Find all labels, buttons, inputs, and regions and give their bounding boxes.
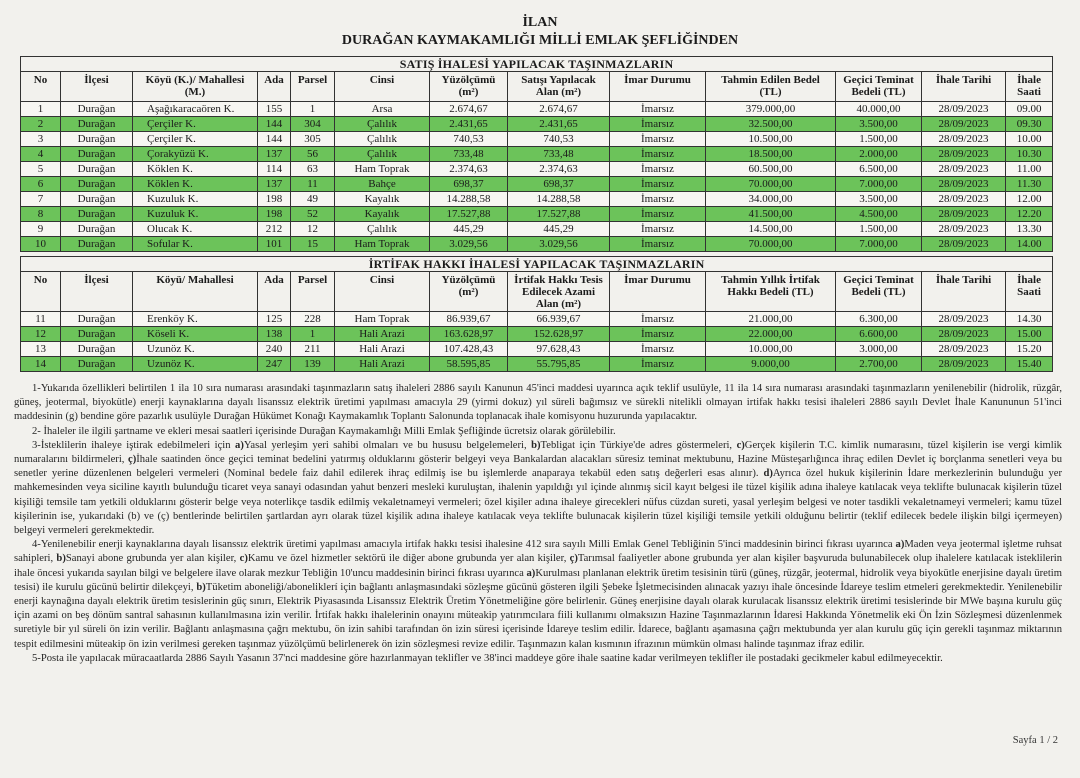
table-cell: Durağan (61, 237, 133, 252)
table-cell: Durağan (61, 357, 133, 372)
col-header: Satışı Yapılacak Alan (m²) (508, 72, 610, 102)
table-row (21, 162, 1053, 177)
p3-a-label: a) (235, 439, 244, 451)
table-row (21, 237, 1053, 252)
table-cell: 52 (291, 207, 335, 222)
table-cell: Çalılık (335, 222, 430, 237)
table-cell: 14.00 (1006, 237, 1053, 252)
table-cell: 11.00 (1006, 162, 1053, 177)
table-cell: Kuzuluk K. (133, 192, 258, 207)
table-cell: 14.30 (1006, 312, 1053, 327)
table-cell: Durağan (61, 207, 133, 222)
table-cell: Ham Toprak (335, 312, 430, 327)
table-cell: İmarsız (610, 312, 706, 327)
p3-c: Gerçek kişilerin T.C. kimlik numarasını, tüzel kişilerin ise vergi kimlik numaralarını bildirmeleri, (14, 439, 1062, 466)
table-cell: 12.20 (1006, 207, 1053, 222)
table-cell: 212 (258, 222, 291, 237)
table-cell: 138 (258, 327, 291, 342)
table-cell: 1 (291, 327, 335, 342)
lease-section-row (21, 257, 1053, 272)
col-header: Parsel (291, 72, 335, 102)
lease-table (20, 256, 1053, 372)
lease-header-row (21, 272, 1053, 312)
p4-2b: Tüketim aboneliği/aboneliklerí için bağlantı anlaşmasındaki sözleşme gücünü gösteren ilgili Şebeke İşletmecisinden alınacak yazıyı ihale öncesinde İdareye teslim etmeleri gerekmektedir. Yenilenebilir enerji kaynağına dayalı elektrik üretim tesislerinin güç sınırı, Elektrik Piyasasında Lisanssız Elektrik Üretim Yönetmeliğine göre belirlenir. Güneş enerjisine dayalı olarak kurulacak lisanssız elektrik üretimi tesislerinde bir MWe başına kurulu güç için azami on beş dönüm santral sahasının kullanılmasına izin verilir. İrtifak hakkı ihalelerinin onayını müteakip yatırımcılara fiili kullanımı olmaksızın Hazine Taşınmazlarının İdaresi Hakkında Yönetmelik eki Ön İzin Sözleşmesi düzenlenmek suretiyle bir yıl süreli ön izin verilir. Bağlantı anlaşmasına çağrı mektubu, ön izin sahibi tarafından ön izin süresi içerisinde İdareye teslim edilir. İdarece, bağlantı aşamasına çağrı mektubunda yer alan kurulu güç için gerekli taşınmaz miktarının tespit edilmesini müteakip ön izin verilmesi gereken taşınmaz yüzölçümü belirlenerek ön izin sözleşmesi revize edilir. Taşınmazın kalan kısmının ifrazının mümkün olması halinde taşınmaz ifraz edilir. (14, 581, 1062, 650)
table-cell: 28/09/2023 (922, 222, 1006, 237)
table-cell: 3.029,56 (508, 237, 610, 252)
table-cell: 304 (291, 117, 335, 132)
col-header: İlçesi (61, 72, 133, 102)
table-cell: İmarsız (610, 207, 706, 222)
col-header: İhale Tarihi (922, 272, 1006, 312)
paragraph-4 (14, 538, 1062, 652)
p4-intro: 4-Yenilenebilir enerji kaynaklarına dayalı lisanssız elektrik üretimi yapılması amacıyla irtifak hakkı tesisi ihalesine 412 sıra sayılı Milli Emlak Genel Tebliğinin 5'inci maddesinin birinci fıkrası uyarınca (32, 539, 896, 551)
table-cell: İmarsız (610, 147, 706, 162)
col-header: Cinsi (335, 272, 430, 312)
table-cell: 70.000,00 (706, 237, 836, 252)
table-cell: Durağan (61, 192, 133, 207)
table-cell: 4 (21, 147, 61, 162)
table-cell: Ham Toprak (335, 237, 430, 252)
table-cell: 10.500,00 (706, 132, 836, 147)
table-cell: 8 (21, 207, 61, 222)
table-cell: 198 (258, 207, 291, 222)
table-cell: Durağan (61, 102, 133, 117)
p3-b-label: b) (531, 439, 541, 451)
table-cell: Durağan (61, 222, 133, 237)
sales-section-row (21, 57, 1053, 72)
col-header: İmar Durumu (610, 72, 706, 102)
table-cell: 740,53 (430, 132, 508, 147)
p4-2a: Kurulması planlanan elektrik üretim tesisinin türü (güneş, rüzgâr, jeotermal, hidrolik veya biyokütle enerjisine dayalı üretim tesisi) ile kurulu gücünü belirtir dilekçeyi, (14, 567, 1062, 593)
col-header: İhale Saati (1006, 72, 1053, 102)
table-cell: İmarsız (610, 117, 706, 132)
p4-b-label: b) (56, 553, 66, 565)
table-cell: Aşağıkaracaören K. (133, 102, 258, 117)
table-cell: 6 (21, 177, 61, 192)
table-cell: 1.500,00 (836, 222, 922, 237)
table-cell: 155 (258, 102, 291, 117)
table-cell: 3 (21, 132, 61, 147)
table-cell: 49 (291, 192, 335, 207)
table-row (21, 147, 1053, 162)
col-header: İlçesi (61, 272, 133, 312)
table-cell: 22.000,00 (706, 327, 836, 342)
table-cell: 163.628,97 (430, 327, 508, 342)
table-cell: 2.674,67 (508, 102, 610, 117)
notice-subtitle: DURAĞAN KAYMAKAMLIĞI MİLLİ EMLAK ŞEFLİĞİNDEN (341, 33, 739, 48)
notice-title: İLAN (522, 15, 558, 30)
table-cell: 3.500,00 (836, 192, 922, 207)
p3-cc: İhale saatinden önce geçici teminat bedelini yatırmış olduklarını gösterir belgeyi veya Bankalardan alacakları süresiz teminat mektubunu, Hazine Müsteşarlığınca ihraç edilen Devlet iç borçlanma senetleri veya bu senetler yerine düzenlenen belgeleri vermeleri (Nominal bedele faiz dahil edilerek ihraç edilmiş ise bu işlemlerde anaparaya tekabül eden satış değerleri esas alınır). (14, 454, 1062, 480)
table-cell: İmarsız (610, 237, 706, 252)
table-cell: 3.000,00 (836, 342, 922, 357)
table-row (21, 222, 1053, 237)
p3-a: Yasal yerleşim yeri sahibi olmaları ve bu hususu belgelemeleri, (243, 439, 532, 451)
table-cell: 107.428,43 (430, 342, 508, 357)
p3-c-label: c) (736, 439, 745, 451)
table-cell: Durağan (61, 132, 133, 147)
table-cell: İmarsız (610, 132, 706, 147)
table-cell: 28/09/2023 (922, 357, 1006, 372)
col-header: Cinsi (335, 72, 430, 102)
table-cell: Çerçiler K. (133, 117, 258, 132)
table-cell: 144 (258, 132, 291, 147)
table-cell: 240 (258, 342, 291, 357)
table-cell: 4.500,00 (836, 207, 922, 222)
table-cell: 2.000,00 (836, 147, 922, 162)
table-cell: Erenköy K. (133, 312, 258, 327)
table-cell: 14.288,58 (430, 192, 508, 207)
table-cell: Durağan (61, 327, 133, 342)
table-cell: 12 (21, 327, 61, 342)
table-cell: 10.000,00 (706, 342, 836, 357)
table-cell: 11 (291, 177, 335, 192)
table-cell: 66.939,67 (508, 312, 610, 327)
table-cell: Arsa (335, 102, 430, 117)
table-cell: Köklen K. (133, 177, 258, 192)
col-header: No (21, 272, 61, 312)
table-cell: 15.40 (1006, 357, 1053, 372)
p4-a-label: a) (895, 539, 905, 551)
sales-table-body (21, 102, 1053, 252)
col-header: İmar Durumu (610, 272, 706, 312)
table-cell: 6.500,00 (836, 162, 922, 177)
table-cell: Çerçiler K. (133, 132, 258, 147)
col-header: Ada (258, 72, 291, 102)
table-cell: 13.30 (1006, 222, 1053, 237)
table-cell: 1.500,00 (836, 132, 922, 147)
table-cell: 698,37 (508, 177, 610, 192)
paragraph-2: 2- İhaleler ile ilgili şartname ve ekleri mesai saatleri içerisinde Durağan Kaymakamlığı Milli Emlak Şefliğinde ücretsiz olarak görülebilir. (32, 425, 616, 437)
table-cell: 7.000,00 (836, 177, 922, 192)
table-cell: 6.300,00 (836, 312, 922, 327)
table-cell: 445,29 (430, 222, 508, 237)
table-cell: İmarsız (610, 102, 706, 117)
table-cell: 10 (21, 237, 61, 252)
table-cell: İmarsız (610, 327, 706, 342)
table-cell: 198 (258, 192, 291, 207)
table-cell: Köseli K. (133, 327, 258, 342)
table-cell: 733,48 (508, 147, 610, 162)
table-cell: 21.000,00 (706, 312, 836, 327)
p4-cc-label: ç) (569, 553, 578, 565)
table-cell: 152.628,97 (508, 327, 610, 342)
table-cell: Bahçe (335, 177, 430, 192)
table-row (21, 117, 1053, 132)
col-header: Geçici Teminat Bedeli (TL) (836, 272, 922, 312)
col-header: İhale Tarihi (922, 72, 1006, 102)
page-number: Sayfa 1 / 2 (1012, 735, 1058, 746)
col-header: Ada (258, 272, 291, 312)
table-cell: 445,29 (508, 222, 610, 237)
table-cell: 144 (258, 117, 291, 132)
table-cell: 211 (291, 342, 335, 357)
table-cell: 11.30 (1006, 177, 1053, 192)
table-cell: 2.431,65 (508, 117, 610, 132)
table-cell: Hali Arazi (335, 342, 430, 357)
col-header: İhale Saati (1006, 272, 1053, 312)
table-cell: Çalılık (335, 132, 430, 147)
table-cell: 10.30 (1006, 147, 1053, 162)
col-header: Köyü (K.)/ Mahallesi (M.) (133, 72, 258, 102)
table-cell: 137 (258, 147, 291, 162)
table-cell: 09.30 (1006, 117, 1053, 132)
table-cell: Olucak K. (133, 222, 258, 237)
table-row (21, 357, 1053, 372)
table-cell: İmarsız (610, 222, 706, 237)
table-cell: 28/09/2023 (922, 192, 1006, 207)
sales-table (20, 56, 1053, 252)
sales-section-title: SATIŞ İHALESİ YAPILACAK TAŞINMAZLARIN (21, 57, 1053, 72)
paragraph-5: 5-Posta ile yapılacak müracaatlarda 2886 Sayılı Yasanın 37'nci maddesine göre hazırlanmayan teklifler ve 38'inci maddeye göre ihale saatine kadar verilmeyen teklifler ile postadaki gecikmeler kabul edilmeyecektir. (32, 652, 943, 664)
table-cell: 17.527,88 (508, 207, 610, 222)
p4-c: Kamu ve özel hizmetler sektörü ile diğer abone grubunda yer alan kişiler, (247, 553, 570, 565)
table-cell: 14.500,00 (706, 222, 836, 237)
table-cell: 70.000,00 (706, 177, 836, 192)
p4-2b-label: b) (196, 581, 206, 593)
table-row (21, 312, 1053, 327)
table-cell: Çorakyüzü K. (133, 147, 258, 162)
table-cell: 28/09/2023 (922, 117, 1006, 132)
table-row (21, 327, 1053, 342)
table-cell: 11 (21, 312, 61, 327)
p3-b: Tebligat için Türkiye'de adres göstermeleri, (540, 439, 737, 451)
table-cell: Köklen K. (133, 162, 258, 177)
table-cell: 247 (258, 357, 291, 372)
table-cell: 58.595,85 (430, 357, 508, 372)
table-cell: 56 (291, 147, 335, 162)
table-cell: Ham Toprak (335, 162, 430, 177)
col-header: Tahmin Yıllık İrtifak Hakkı Bedeli (TL) (706, 272, 836, 312)
table-cell: 41.500,00 (706, 207, 836, 222)
table-cell: 60.500,00 (706, 162, 836, 177)
paragraph-1: 1-Yukarıda özellikleri belirtilen 1 ila 10 sıra numarası arasındaki taşınmazların satış ihaleleri 2886 sayılı Kanunun 45'inci maddesi uyarınca açık teklif usulüyle, 11 ila 14 sıra numarası arasındaki taşınmazların yenilenebilir (hidrolik, rüzgâr, güneş, jeotermal, biyokütle) enerji kaynaklarına dayalı lisanssız elektrik üretimi yapılması amacıyla 29 (yirmi dokuz) yıl süreli bağımsız ve sürekli nitelikli olmayan irtifak hakkı tesisi ihaleleri 2886 sayılı Devlet İhale Kanununun 51'inci maddesinin (g) bendine göre pazarlık usulüyle Durağan Hükümet Konağı Kaymakamlık Toplantı Salonunda toplanacak ihale komisyonu huzurunda yapılacaktır. (14, 383, 1062, 423)
table-cell: 28/09/2023 (922, 102, 1006, 117)
table-cell: Kayalık (335, 192, 430, 207)
table-cell: 14 (21, 357, 61, 372)
table-cell: 28/09/2023 (922, 342, 1006, 357)
table-cell: 1 (21, 102, 61, 117)
table-cell: 228 (291, 312, 335, 327)
table-cell: Uzunöz K. (133, 357, 258, 372)
table-cell: 28/09/2023 (922, 177, 1006, 192)
table-cell: 12 (291, 222, 335, 237)
table-cell: Çalılık (335, 117, 430, 132)
table-cell: 28/09/2023 (922, 312, 1006, 327)
p4-b: Sanayi abone grubunda yer alan kişiler, (65, 553, 240, 565)
table-cell: 9 (21, 222, 61, 237)
p3-d: Ayrıca özel hukuk kişilerinin İdare merkezlerinin bulunduğu yer mahkemesinden veya siciline kayıtlı bulunduğu ticaret veya sanayi odasından yahut benzeri mesleki kuruluştan, ihalenin yapıldığı yıl içinde alınmış sicil kayıt belgesi ile tüzel kişilik adına ihaleye katılacak veya teklifte bulunacak kişilerin tüzel kişiliği temsile tam yetkili olduklarını gösterir belge veya noterlikçe tasdik edilmiş vekaletnameyi vermeleri; özel kişiler adına ihaleye girecekleri nüfus cüzdan sureti, yasal yerleşim belgesi ve noter tasdikli vekaletnameyi vermeleri; kamu tüzel kişilerinin ise, yukarıdaki (b) ve (ç) bentlerinde belirtilen şartlardan ayrı olarak tüzel kişilik adına ihaleye katılacak veya teklifte bulunacak kişilerin tüzel kişiliği temsile yetkili olduğunu belirtir (teklif edilecek bedele ilişkin bilgi içermeyen) belgeyi vermeleri gerekmektedir. (14, 468, 1062, 537)
table-cell: 18.500,00 (706, 147, 836, 162)
table-cell: İmarsız (610, 177, 706, 192)
table-cell: 3.500,00 (836, 117, 922, 132)
table-cell: 14.288,58 (508, 192, 610, 207)
col-header: Tahmin Edilen Bedel (TL) (706, 72, 836, 102)
p4-cc: Tarımsal faaliyetler abone grubunda yer alan kişiler başvuruda bulunabilecek olup ihalelere katılacak isteklilerin ihale öncesi yukarıda sayılan bilgi ve belgelere ilave olarak mezkur Tebliğin 10'uncu maddesinin birinci fıkrası uyarınca (14, 553, 1062, 579)
notice-body (14, 382, 1062, 666)
table-cell: 28/09/2023 (922, 162, 1006, 177)
table-row (21, 102, 1053, 117)
table-cell: 63 (291, 162, 335, 177)
table-cell: 15.00 (1006, 327, 1053, 342)
p4-c-label: c) (239, 553, 248, 565)
table-row (21, 132, 1053, 147)
table-cell: 114 (258, 162, 291, 177)
p4-2a-label: a) (526, 567, 536, 579)
table-cell: 698,37 (430, 177, 508, 192)
table-cell: 13 (21, 342, 61, 357)
table-cell: 28/09/2023 (922, 327, 1006, 342)
table-cell: Durağan (61, 312, 133, 327)
table-cell: 7.000,00 (836, 237, 922, 252)
table-cell: 2.374,63 (430, 162, 508, 177)
table-cell: 10.00 (1006, 132, 1053, 147)
table-cell: İmarsız (610, 192, 706, 207)
p3-intro: 3-İsteklilerin ihaleye iştirak edebilmeleri için (32, 439, 236, 451)
table-cell: Çalılık (335, 147, 430, 162)
table-cell: 15.20 (1006, 342, 1053, 357)
paragraph-3 (14, 439, 1062, 538)
table-cell: 17.527,88 (430, 207, 508, 222)
col-header: Yüzölçümü (m²) (430, 272, 508, 312)
table-cell: 2.431,65 (430, 117, 508, 132)
table-cell: 101 (258, 237, 291, 252)
table-cell: Kuzuluk K. (133, 207, 258, 222)
col-header: Geçici Teminat Bedeli (TL) (836, 72, 922, 102)
col-header: İrtifak Hakkı Tesis Edilecek Azami Alan (m²) (508, 272, 610, 312)
table-cell: 9.000,00 (706, 357, 836, 372)
table-cell: 3.029,56 (430, 237, 508, 252)
table-cell: İmarsız (610, 162, 706, 177)
lease-section-title: İRTİFAK HAKKI İHALESİ YAPILACAK TAŞINMAZLARIN (21, 257, 1053, 272)
table-cell: 2.700,00 (836, 357, 922, 372)
table-row (21, 342, 1053, 357)
table-cell: 379.000,00 (706, 102, 836, 117)
table-cell: 09.00 (1006, 102, 1053, 117)
p3-d-label: d) (763, 468, 773, 480)
table-cell: İmarsız (610, 357, 706, 372)
table-cell: 7 (21, 192, 61, 207)
col-header: No (21, 72, 61, 102)
col-header: Parsel (291, 272, 335, 312)
table-cell: 34.000,00 (706, 192, 836, 207)
table-cell: 740,53 (508, 132, 610, 147)
table-cell: 28/09/2023 (922, 237, 1006, 252)
table-cell: 139 (291, 357, 335, 372)
table-cell: 28/09/2023 (922, 132, 1006, 147)
table-cell: 97.628,43 (508, 342, 610, 357)
table-cell: 1 (291, 102, 335, 117)
table-row (21, 207, 1053, 222)
p4-a: Maden veya jeotermal işletme ruhsat sahipleri, (14, 539, 1062, 565)
table-cell: 6.600,00 (836, 327, 922, 342)
table-cell: 15 (291, 237, 335, 252)
table-cell: Hali Arazi (335, 327, 430, 342)
table-cell: 86.939,67 (430, 312, 508, 327)
table-row (21, 177, 1053, 192)
table-cell: Sofular K. (133, 237, 258, 252)
table-cell: Durağan (61, 147, 133, 162)
table-cell: 2 (21, 117, 61, 132)
table-cell: 305 (291, 132, 335, 147)
table-cell: 28/09/2023 (922, 147, 1006, 162)
col-header: Köyü/ Mahallesi (133, 272, 258, 312)
table-cell: 32.500,00 (706, 117, 836, 132)
table-cell: 733,48 (430, 147, 508, 162)
col-header: Yüzölçümü (m²) (430, 72, 508, 102)
table-cell: 137 (258, 177, 291, 192)
table-cell: Kayalık (335, 207, 430, 222)
table-cell: Hali Arazi (335, 357, 430, 372)
table-cell: Durağan (61, 117, 133, 132)
table-cell: Durağan (61, 342, 133, 357)
table-cell: Uzunöz K. (133, 342, 258, 357)
table-cell: Durağan (61, 162, 133, 177)
table-cell: 12.00 (1006, 192, 1053, 207)
lease-table-body (21, 312, 1053, 372)
table-cell: 55.795,85 (508, 357, 610, 372)
table-cell: Durağan (61, 177, 133, 192)
sales-header-row (21, 72, 1053, 102)
table-cell: 2.674,67 (430, 102, 508, 117)
table-cell: 125 (258, 312, 291, 327)
table-cell: 5 (21, 162, 61, 177)
table-cell: 28/09/2023 (922, 207, 1006, 222)
table-cell: 40.000,00 (836, 102, 922, 117)
table-cell: İmarsız (610, 342, 706, 357)
table-cell: 2.374,63 (508, 162, 610, 177)
table-row (21, 192, 1053, 207)
p3-cc-label: ç) (128, 454, 137, 466)
